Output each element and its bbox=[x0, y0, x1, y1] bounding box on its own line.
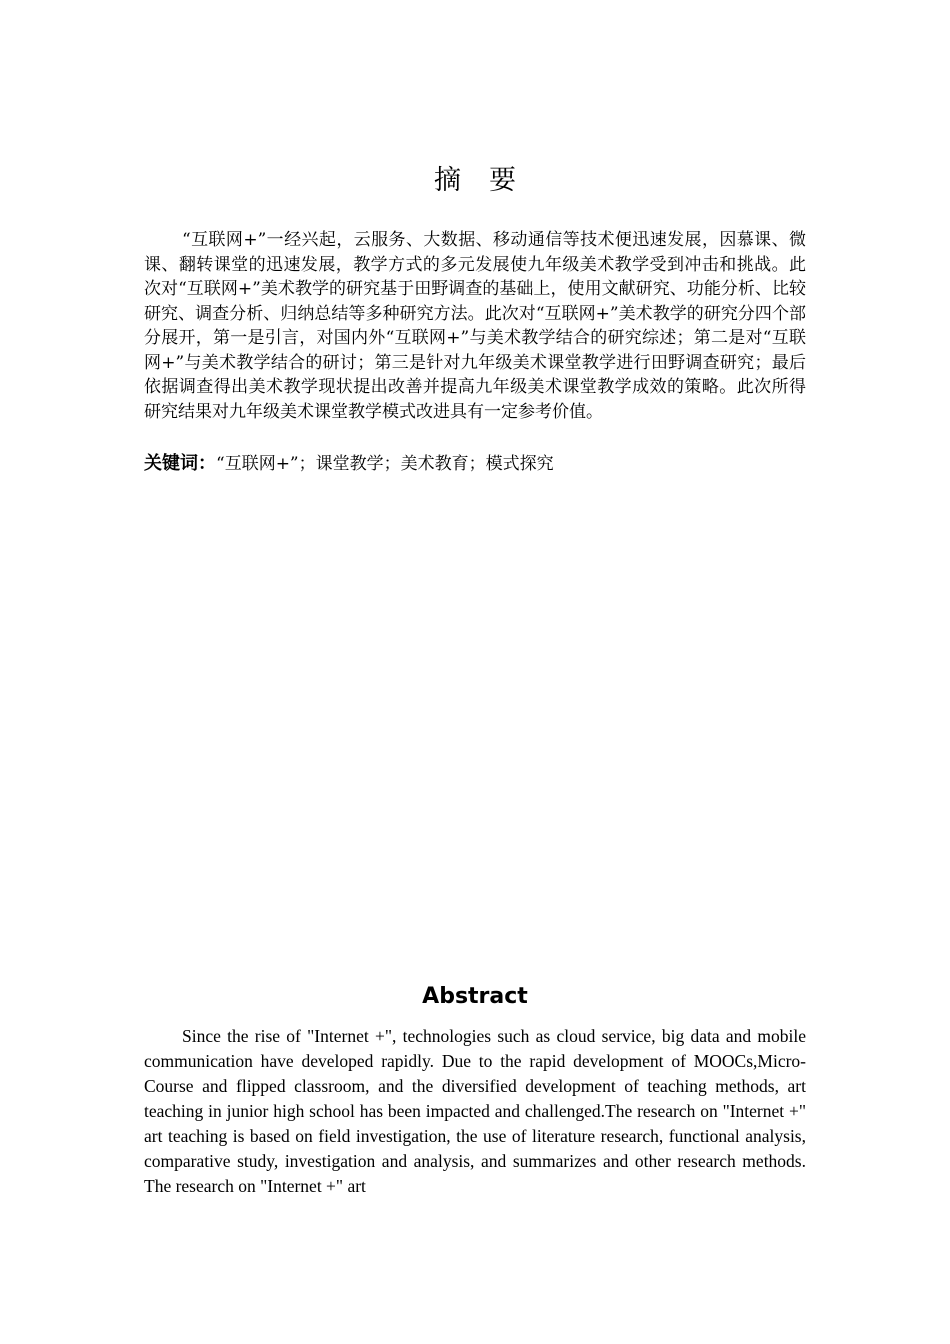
english-abstract-body: Since the rise of "Internet +", technologies such as cloud service, big data and mobile communication have developed rapidly. Due to the rapid development of MOOCs,Micro-Course and flipped classroom, and the diversified development of teaching methods, art teaching in junior high school has been impacted and challenged.The research on "Internet +" art teaching is based on field investigation, the use of literature research, functional analysis, comparative study, investigation and analysis, and summarizes and other research methods. The research on "Internet +" art bbox=[144, 1026, 806, 1196]
keywords-label: 关键词： bbox=[144, 453, 216, 474]
keywords-list: “互联网+”；课堂教学；美术教育；模式探究 bbox=[216, 454, 554, 474]
english-abstract-title: Abstract bbox=[422, 984, 528, 1009]
chinese-keywords bbox=[144, 452, 806, 476]
chinese-abstract-title: 摘要 bbox=[434, 165, 544, 196]
chinese-abstract-body: “互联网+”一经兴起，云服务、大数据、移动通信等技术便迅速发展，因慕课、微课、翻转课堂的迅速发展，教学方式的多元发展使九年级美术教学受到冲击和挑战。此次对“互联网+”美术教学的研究基于田野调查的基础上，使用文献研究、功能分析、比较研究、调查分析、归纳总结等多种研究方法。此次对“互联网+”美术教学的研究分四个部分展开，第一是引言，对国内外“互联网+”与美术教学结合的研究综述；第二是对“互联网+”与美术教学结合的研讨；第三是针对九年级美术课堂教学进行田野调查研究；最后依据调查得出美术教学现状提出改善并提高九年级美术课堂教学成效的策略。此次所得研究结果对九年级美术课堂教学模式改进具有一定参考价值。 bbox=[144, 230, 806, 422]
